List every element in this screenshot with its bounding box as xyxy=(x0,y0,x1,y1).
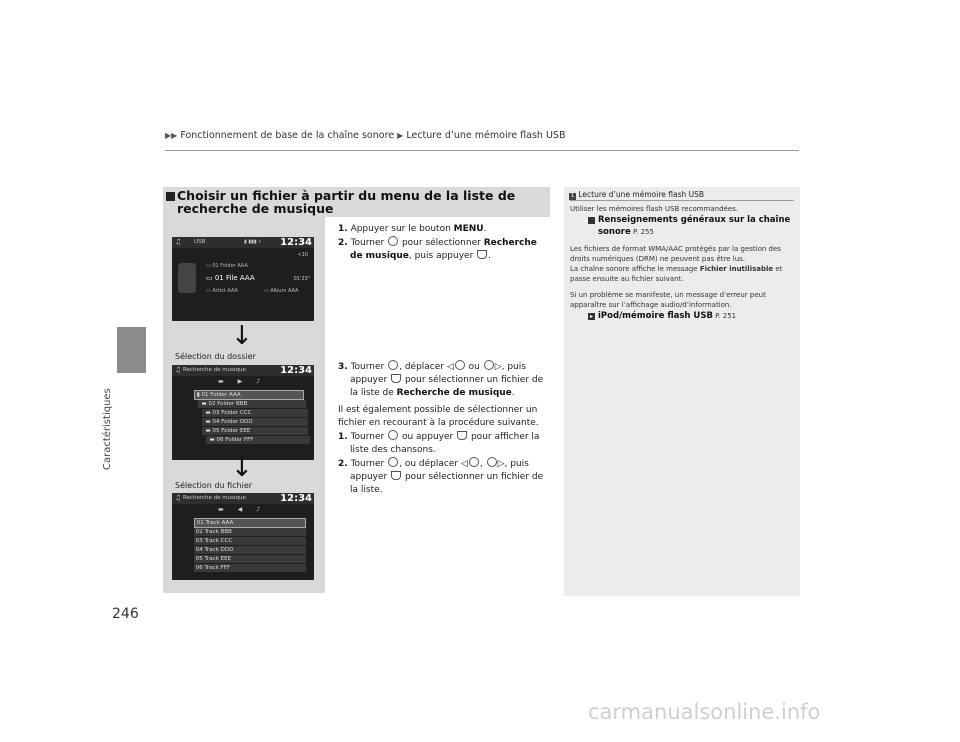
steps-block-2 xyxy=(338,360,552,497)
section-heading xyxy=(163,187,550,217)
list-item[interactable]: 01 Track AAA xyxy=(194,518,306,528)
alt-step-1: 1. Tourner ou appuyer pour afficher la liste des chansons. xyxy=(338,432,540,455)
reference-icon: ▸ xyxy=(588,217,595,224)
selector-knob-icon xyxy=(388,457,398,467)
alt-step-2: 2. Tourner , ou déplacer ◁ , ▷, puis appuyer pour sélectionner un fichier de la liste. xyxy=(338,459,544,495)
album-name: ▭ Album AAA xyxy=(264,288,299,294)
selector-knob-icon xyxy=(388,236,398,246)
reference-icon: ▸ xyxy=(589,313,593,320)
steps-block-1 xyxy=(338,223,552,263)
section-title: Choisir un fichier à partir du menu de la liste de recherche de musique xyxy=(177,188,516,216)
breadcrumb-item[interactable]: Lecture d’une mémoire flash USB xyxy=(406,130,566,141)
note-paragraph: Si un problème se manifeste, un message d’erreur peut apparaître sur l’affichage audio/d’information. xyxy=(570,291,766,309)
push-knob-icon xyxy=(391,471,401,480)
push-knob-icon xyxy=(391,374,401,383)
selector-knob-icon xyxy=(484,360,494,370)
list-item[interactable]: ▬ 02 Folder BBB xyxy=(198,400,306,409)
step-3: 3. Tourner , déplacer ◁ ou ▷, puis appuyer pour sélectionner un fichier de la liste de Recherche de musique. xyxy=(338,362,544,398)
list-item[interactable]: 02 Track BBB xyxy=(194,528,306,537)
breadcrumb-arrow-icon: ▶ xyxy=(397,131,404,140)
track-list-screen xyxy=(172,493,314,580)
screens-panel xyxy=(163,217,325,593)
selector-knob-icon xyxy=(455,360,465,370)
note-badge: 1 xyxy=(570,193,575,199)
file-name: ▭ 01 File AAA xyxy=(206,274,255,282)
note-reference[interactable]: ▸ Renseignements généraux sur la chaîne sonore P. 255 xyxy=(584,215,791,237)
play-time: 01'23" xyxy=(293,276,310,282)
list-item[interactable]: ▬ 03 Folder CCC xyxy=(202,409,308,418)
screen-title: USB xyxy=(194,239,206,245)
list-item[interactable]: ▬ 04 Folder DDD xyxy=(202,418,308,427)
move-left-icon: ◁ xyxy=(460,459,468,469)
list-item[interactable]: ▬ 06 Folder FFF xyxy=(206,436,310,445)
screen-title: Recherche de musique xyxy=(183,367,246,373)
move-right-icon: ▷ xyxy=(497,459,505,469)
usb-device-icon xyxy=(178,263,196,293)
breadcrumb-arrow-icon: ▶▶ xyxy=(165,131,178,140)
status-icons: ▮ ▮▮▮ ⚡ xyxy=(244,239,262,245)
header-divider xyxy=(165,150,799,151)
list-item[interactable]: 03 Track CCC xyxy=(194,537,306,546)
step-1: 1. Appuyer sur le bouton MENU. xyxy=(338,224,487,234)
track-number: <10 xyxy=(297,252,308,258)
note-panel xyxy=(564,187,800,596)
note-title: Lecture d’une mémoire flash USB xyxy=(578,190,705,199)
breadcrumb-item[interactable]: Fonctionnement de base de la chaîne sonore xyxy=(180,130,395,141)
list-item[interactable]: 06 Track FFF xyxy=(194,564,306,573)
folder-list-screen xyxy=(172,365,314,460)
screen-clock: 12:34 xyxy=(280,493,312,504)
note-paragraph: Utiliser les mémoires flash USB recommandées. xyxy=(570,205,739,213)
folder-selection-caption: Sélection du dossier xyxy=(175,352,256,361)
chapter-tab xyxy=(117,327,146,373)
move-right-icon: ▷ xyxy=(494,362,502,372)
list-item[interactable]: ▮ 01 Folder AAA xyxy=(194,390,304,400)
push-knob-icon xyxy=(477,250,487,259)
watermark: carmanualsonline.info xyxy=(588,700,821,724)
step-2: 2. Tourner pour sélectionner Recherche de musique, puis appuyer . xyxy=(338,238,537,261)
selector-knob-icon xyxy=(487,457,497,467)
music-note-icon: ♫ xyxy=(175,494,182,502)
selector-knob-icon xyxy=(469,457,479,467)
usb-playback-screen xyxy=(172,237,314,321)
down-arrow-icon: ↓ xyxy=(231,321,253,351)
list-item[interactable]: 05 Track EEE xyxy=(194,555,306,564)
selector-knob-icon xyxy=(388,360,398,370)
screen-title: Recherche de musique xyxy=(183,495,246,501)
music-note-icon: ♫ xyxy=(175,238,182,246)
category-icons: ▬◀♪ xyxy=(218,506,275,513)
note-header xyxy=(569,190,704,200)
selector-knob-icon xyxy=(388,430,398,440)
note-reference[interactable]: ▸ iPod/mémoire flash USB P. 251 xyxy=(589,311,737,321)
move-left-icon: ◁ xyxy=(446,362,454,372)
note-paragraph: La chaîne sonore affiche le message Fichier inutilisable et passe ensuite au fichier suivant. xyxy=(570,265,783,283)
page-number: 246 xyxy=(112,606,139,622)
screen-clock: 12:34 xyxy=(280,237,312,248)
chapter-label: Caractéristiques xyxy=(102,388,113,470)
note-paragraph: Les fichiers de format WMA/AAC protégés par la gestion des droits numériques (DRM) ne peuvent pas être lus. xyxy=(570,245,781,263)
note-divider xyxy=(570,200,794,201)
folder-name: ▭ 01 Folder AAA xyxy=(206,263,248,269)
note-body xyxy=(570,204,796,322)
push-knob-icon xyxy=(457,431,467,440)
category-icons: ▬▶♪ xyxy=(218,378,275,385)
list-item[interactable]: ▬ 05 Folder EEE xyxy=(202,427,308,436)
section-square-icon xyxy=(166,192,175,201)
artist-name: ▭ Artist AAA xyxy=(206,288,238,294)
music-note-icon: ♫ xyxy=(175,366,182,374)
down-arrow-icon: ↓ xyxy=(231,453,253,483)
list-item[interactable]: 04 Track DDD xyxy=(194,546,306,555)
alt-intro: Il est également possible de sélectionner un fichier en recourant à la procédure suivante. xyxy=(338,405,539,428)
breadcrumb xyxy=(165,130,565,141)
file-selection-caption: Sélection du fichier xyxy=(175,481,253,490)
screen-clock: 12:34 xyxy=(280,365,312,376)
